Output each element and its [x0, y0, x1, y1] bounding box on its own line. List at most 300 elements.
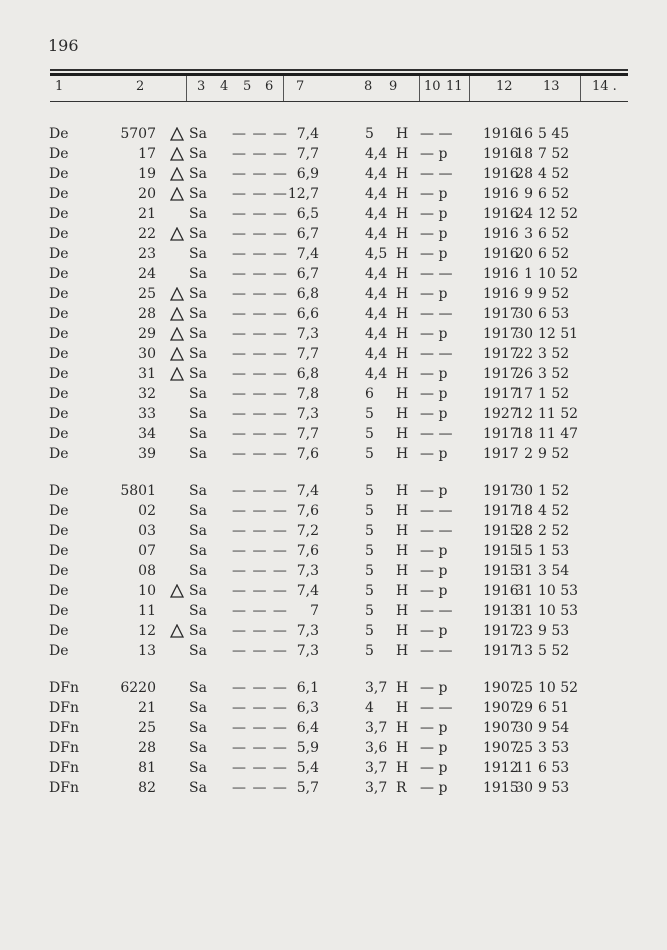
row-time: 9 53 [538, 623, 570, 639]
triangle-icon [170, 581, 184, 601]
row-dashes: — — — [232, 266, 288, 282]
row-dashes: — — — [232, 700, 288, 716]
row-type: DFn [49, 780, 79, 796]
row-col8: 5 [365, 446, 374, 462]
row-sa: Sa [189, 563, 207, 579]
row-col9: H [396, 246, 409, 262]
table-row [0, 304, 667, 324]
row-col8: 4,4 [365, 146, 388, 162]
row-magnitude: 5,7 [296, 780, 319, 796]
triangle-icon [170, 144, 184, 164]
row-day: 15 [515, 543, 533, 559]
row-col8: 5 [365, 583, 374, 599]
row-dashes: — — — [232, 326, 288, 342]
row-col9: H [396, 563, 409, 579]
row-number: 22 [138, 226, 156, 242]
row-col9: H [396, 166, 409, 182]
row-sa: Sa [189, 603, 207, 619]
row-day: 28 [515, 523, 533, 539]
row-year: 1916 [483, 226, 519, 242]
row-magnitude: 6,5 [296, 206, 319, 222]
row-time: 6 52 [538, 226, 570, 242]
row-type: De [49, 446, 69, 462]
column-number: 8 [364, 79, 373, 94]
row-type: De [49, 326, 69, 342]
triangle-icon [170, 124, 184, 144]
row-year: 1917 [483, 483, 519, 499]
row-type: De [49, 306, 69, 322]
column-number: 11 [446, 79, 463, 94]
row-time: 10 53 [538, 603, 579, 619]
row-magnitude: 7,6 [296, 503, 319, 519]
row-col9: H [396, 760, 409, 776]
column-divider [186, 76, 187, 101]
column-number: 6 [265, 79, 274, 94]
table-row [0, 481, 667, 501]
row-year: 1917 [483, 426, 519, 442]
row-col9: H [396, 623, 409, 639]
row-number: 32 [138, 386, 156, 402]
column-divider [419, 76, 420, 101]
row-dashes: — — — [232, 186, 288, 202]
row-col10-11: — p [420, 326, 448, 342]
row-day: 9 [524, 186, 533, 202]
row-year: 1917 [483, 366, 519, 382]
row-magnitude: 7,4 [296, 583, 319, 599]
row-sa: Sa [189, 583, 207, 599]
row-dashes: — — — [232, 286, 288, 302]
row-dashes: — — — [232, 603, 288, 619]
row-day: 28 [515, 166, 533, 182]
row-col8: 5 [365, 623, 374, 639]
row-day: 25 [515, 680, 533, 696]
row-day: 24 [515, 206, 533, 222]
row-time: 3 52 [538, 346, 570, 362]
row-col8: 4,4 [365, 186, 388, 202]
triangle-icon [170, 224, 184, 244]
row-magnitude: 7,6 [296, 543, 319, 559]
row-col8: 3,7 [365, 720, 388, 736]
table-row [0, 324, 667, 344]
row-year: 1916 [483, 206, 519, 222]
row-number: 30 [138, 346, 156, 362]
row-number: 33 [138, 406, 156, 422]
row-magnitude: 7,2 [296, 523, 319, 539]
row-year: 1917 [483, 446, 519, 462]
row-magnitude: 5,9 [296, 740, 319, 756]
row-sa: Sa [189, 126, 207, 142]
row-magnitude: 5,4 [296, 760, 319, 776]
row-type: De [49, 266, 69, 282]
row-sa: Sa [189, 426, 207, 442]
row-col8: 6 [365, 386, 374, 402]
row-day: 16 [515, 126, 533, 142]
row-time: 9 54 [538, 720, 570, 736]
row-time: 12 51 [538, 326, 579, 342]
row-col9: H [396, 406, 409, 422]
row-type: De [49, 386, 69, 402]
header-rule-bottom [50, 101, 628, 102]
row-time: 6 53 [538, 306, 570, 322]
row-day: 30 [515, 483, 533, 499]
row-time: 5 52 [538, 643, 570, 659]
row-dashes: — — — [232, 146, 288, 162]
row-sa: Sa [189, 760, 207, 776]
row-col9: H [396, 446, 409, 462]
row-magnitude: 7,3 [296, 623, 319, 639]
row-time: 7 52 [538, 146, 570, 162]
table-row [0, 424, 667, 444]
row-col9: H [396, 226, 409, 242]
row-day: 18 [515, 503, 533, 519]
row-year: 1907 [483, 680, 519, 696]
row-col10-11: — p [420, 226, 448, 242]
row-dashes: — — — [232, 246, 288, 262]
row-sa: Sa [189, 226, 207, 242]
row-type: DFn [49, 680, 79, 696]
column-divider [580, 76, 581, 101]
table-row [0, 698, 667, 718]
row-type: De [49, 426, 69, 442]
row-magnitude: 6,8 [296, 366, 319, 382]
row-year: 1913 [483, 603, 519, 619]
row-col9: H [396, 583, 409, 599]
row-sa: Sa [189, 483, 207, 499]
table-row [0, 184, 667, 204]
row-magnitude: 6,7 [296, 266, 319, 282]
column-divider [283, 76, 284, 101]
row-col10-11: — — [420, 426, 453, 442]
row-sa: Sa [189, 166, 207, 182]
row-magnitude: 7,4 [296, 126, 319, 142]
row-number: 03 [138, 523, 156, 539]
row-col9: H [396, 603, 409, 619]
row-col9: H [396, 740, 409, 756]
row-col8: 4,4 [365, 326, 388, 342]
row-day: 25 [515, 740, 533, 756]
row-year: 1912 [483, 760, 519, 776]
column-number: 5 [243, 79, 252, 94]
row-year: 1907 [483, 700, 519, 716]
row-number: 21 [138, 206, 156, 222]
row-dashes: — — — [232, 206, 288, 222]
row-day: 30 [515, 306, 533, 322]
row-year: 1917 [483, 386, 519, 402]
row-magnitude: 7 [310, 603, 319, 619]
row-col9: R [396, 780, 407, 796]
row-col9: H [396, 426, 409, 442]
row-col10-11: — — [420, 306, 453, 322]
row-number: 20 [138, 186, 156, 202]
row-magnitude: 6,3 [296, 700, 319, 716]
row-col9: H [396, 643, 409, 659]
table-row [0, 581, 667, 601]
row-magnitude: 6,1 [296, 680, 319, 696]
column-number: 12 [496, 79, 513, 94]
row-type: De [49, 166, 69, 182]
table-row [0, 124, 667, 144]
row-col8: 5 [365, 483, 374, 499]
row-sa: Sa [189, 623, 207, 639]
row-year: 1916 [483, 583, 519, 599]
table-row [0, 444, 667, 464]
row-magnitude: 7,3 [296, 563, 319, 579]
row-col9: H [396, 720, 409, 736]
row-type: De [49, 523, 69, 539]
row-year: 1916 [483, 266, 519, 282]
row-number: 5707 [120, 126, 156, 142]
row-col10-11: — p [420, 740, 448, 756]
table-row [0, 541, 667, 561]
table-row [0, 501, 667, 521]
row-dashes: — — — [232, 740, 288, 756]
table-row [0, 204, 667, 224]
row-number: 31 [138, 366, 156, 382]
row-magnitude: 7,7 [296, 426, 319, 442]
triangle-icon [170, 284, 184, 304]
row-dashes: — — — [232, 523, 288, 539]
row-col10-11: — p [420, 206, 448, 222]
row-type: DFn [49, 720, 79, 736]
row-col9: H [396, 680, 409, 696]
row-col10-11: — p [420, 386, 448, 402]
row-year: 1916 [483, 166, 519, 182]
row-year: 1916 [483, 286, 519, 302]
column-number: 14 . [592, 79, 617, 94]
row-number: 24 [138, 266, 156, 282]
row-type: De [49, 226, 69, 242]
row-number: 07 [138, 543, 156, 559]
row-day: 30 [515, 780, 533, 796]
row-col8: 4,4 [365, 266, 388, 282]
row-col8: 5 [365, 426, 374, 442]
row-col10-11: — p [420, 780, 448, 796]
row-day: 30 [515, 720, 533, 736]
row-year: 1927 [483, 406, 519, 422]
row-col8: 4,4 [365, 306, 388, 322]
column-divider [469, 76, 470, 101]
row-day: 2 [524, 446, 533, 462]
row-number: 10 [138, 583, 156, 599]
row-year: 1907 [483, 740, 519, 756]
row-number: 5801 [120, 483, 156, 499]
row-time: 9 53 [538, 780, 570, 796]
row-type: De [49, 366, 69, 382]
row-col10-11: — — [420, 603, 453, 619]
table-row [0, 224, 667, 244]
row-col9: H [396, 206, 409, 222]
row-day: 30 [515, 326, 533, 342]
row-number: 28 [138, 306, 156, 322]
column-number: 7 [296, 79, 305, 94]
row-dashes: — — — [232, 366, 288, 382]
row-dashes: — — — [232, 720, 288, 736]
row-col10-11: — p [420, 720, 448, 736]
row-number: 19 [138, 166, 156, 182]
row-number: 11 [138, 603, 156, 619]
row-magnitude: 7,6 [296, 446, 319, 462]
row-time: 9 52 [538, 446, 570, 462]
table-row [0, 641, 667, 661]
table-row [0, 561, 667, 581]
row-number: 25 [138, 286, 156, 302]
row-col10-11: — — [420, 523, 453, 539]
row-dashes: — — — [232, 483, 288, 499]
triangle-icon [170, 324, 184, 344]
row-col8: 4,4 [365, 166, 388, 182]
row-col9: H [396, 306, 409, 322]
row-type: DFn [49, 700, 79, 716]
row-col10-11: — — [420, 643, 453, 659]
row-type: De [49, 643, 69, 659]
row-col10-11: — — [420, 346, 453, 362]
column-number: 4 [220, 79, 229, 94]
row-col8: 5 [365, 523, 374, 539]
row-type: De [49, 146, 69, 162]
row-col9: H [396, 386, 409, 402]
row-day: 11 [515, 760, 533, 776]
row-year: 1917 [483, 326, 519, 342]
row-sa: Sa [189, 386, 207, 402]
row-number: 02 [138, 503, 156, 519]
row-year: 1917 [483, 643, 519, 659]
row-type: De [49, 346, 69, 362]
row-time: 10 53 [538, 583, 579, 599]
row-dashes: — — — [232, 386, 288, 402]
row-time: 10 52 [538, 266, 579, 282]
row-time: 10 52 [538, 680, 579, 696]
triangle-icon [170, 621, 184, 641]
row-sa: Sa [189, 543, 207, 559]
row-day: 1 [524, 266, 533, 282]
column-number: 1 [55, 79, 64, 94]
row-col10-11: — p [420, 563, 448, 579]
row-col10-11: — p [420, 760, 448, 776]
table-row [0, 384, 667, 404]
row-dashes: — — — [232, 346, 288, 362]
row-col10-11: — p [420, 446, 448, 462]
row-number: 29 [138, 326, 156, 342]
row-sa: Sa [189, 286, 207, 302]
row-time: 5 45 [538, 126, 570, 142]
row-col9: H [396, 126, 409, 142]
row-col10-11: — p [420, 186, 448, 202]
row-sa: Sa [189, 503, 207, 519]
row-dashes: — — — [232, 583, 288, 599]
row-col10-11: — — [420, 166, 453, 182]
row-col8: 3,7 [365, 760, 388, 776]
row-year: 1915 [483, 543, 519, 559]
row-day: 31 [515, 563, 533, 579]
row-time: 4 52 [538, 503, 570, 519]
row-day: 29 [515, 700, 533, 716]
row-col10-11: — p [420, 680, 448, 696]
row-year: 1917 [483, 346, 519, 362]
row-time: 6 53 [538, 760, 570, 776]
row-time: 6 52 [538, 186, 570, 202]
row-sa: Sa [189, 306, 207, 322]
row-magnitude: 6,9 [296, 166, 319, 182]
row-type: De [49, 563, 69, 579]
row-year: 1916 [483, 146, 519, 162]
row-type: De [49, 286, 69, 302]
column-number: 10 [424, 79, 441, 94]
row-time: 2 52 [538, 523, 570, 539]
table-row [0, 718, 667, 738]
row-dashes: — — — [232, 563, 288, 579]
row-number: 25 [138, 720, 156, 736]
row-magnitude: 12,7 [287, 186, 319, 202]
row-year: 1907 [483, 720, 519, 736]
row-type: De [49, 406, 69, 422]
table-row [0, 284, 667, 304]
row-dashes: — — — [232, 126, 288, 142]
page-number: 196 [48, 36, 79, 55]
row-day: 26 [515, 366, 533, 382]
row-day: 3 [524, 226, 533, 242]
table-row [0, 521, 667, 541]
column-number: 2 [136, 79, 145, 94]
triangle-icon [170, 184, 184, 204]
row-day: 31 [515, 603, 533, 619]
row-magnitude: 7,3 [296, 643, 319, 659]
row-number: 08 [138, 563, 156, 579]
row-magnitude: 7,7 [296, 346, 319, 362]
row-day: 18 [515, 146, 533, 162]
row-type: De [49, 206, 69, 222]
row-type: De [49, 603, 69, 619]
row-col10-11: — p [420, 406, 448, 422]
row-number: 17 [138, 146, 156, 162]
row-col10-11: — p [420, 366, 448, 382]
row-sa: Sa [189, 720, 207, 736]
table-row [0, 678, 667, 698]
row-sa: Sa [189, 780, 207, 796]
row-col10-11: — p [420, 246, 448, 262]
row-dashes: — — — [232, 680, 288, 696]
table-row [0, 144, 667, 164]
row-magnitude: 6,6 [296, 306, 319, 322]
row-type: DFn [49, 740, 79, 756]
row-dashes: — — — [232, 760, 288, 776]
row-col10-11: — p [420, 583, 448, 599]
row-time: 1 52 [538, 386, 570, 402]
row-magnitude: 6,7 [296, 226, 319, 242]
row-col10-11: — — [420, 700, 453, 716]
row-time: 3 52 [538, 366, 570, 382]
table-row [0, 244, 667, 264]
row-type: De [49, 543, 69, 559]
row-time: 6 51 [538, 700, 570, 716]
row-magnitude: 6,8 [296, 286, 319, 302]
row-day: 20 [515, 246, 533, 262]
row-dashes: — — — [232, 166, 288, 182]
row-day: 13 [515, 643, 533, 659]
row-time: 11 52 [538, 406, 579, 422]
row-sa: Sa [189, 326, 207, 342]
row-col9: H [396, 346, 409, 362]
column-number: 3 [197, 79, 206, 94]
row-col10-11: — — [420, 126, 453, 142]
table-row [0, 364, 667, 384]
row-sa: Sa [189, 406, 207, 422]
row-col8: 4 [365, 700, 374, 716]
row-sa: Sa [189, 186, 207, 202]
row-col9: H [396, 523, 409, 539]
row-number: 21 [138, 700, 156, 716]
row-magnitude: 7,3 [296, 326, 319, 342]
row-sa: Sa [189, 266, 207, 282]
